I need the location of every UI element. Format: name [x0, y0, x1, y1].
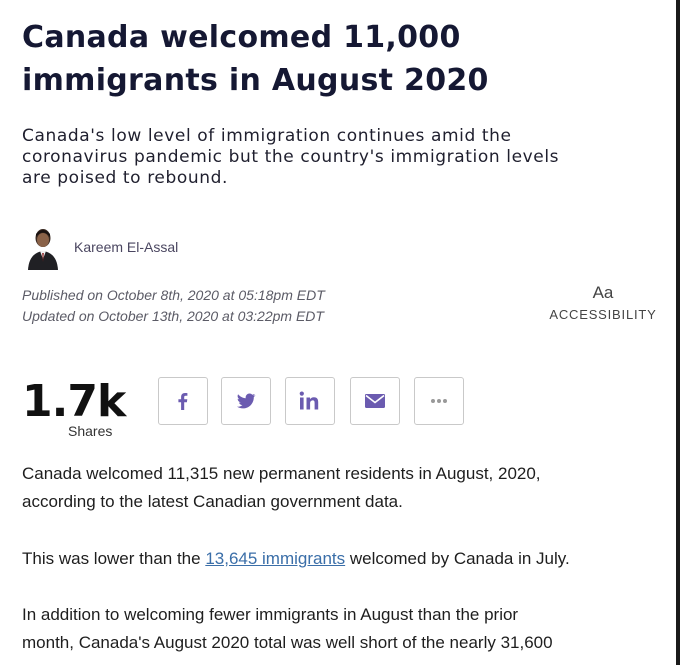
accessibility-label: ACCESSIBILITY	[549, 307, 657, 322]
twitter-icon	[235, 390, 257, 412]
author-name-link[interactable]: Kareem El-Assal	[74, 239, 179, 255]
p3-line-2: month, Canada's August 2020 total was well short of the nearly 31,600	[22, 633, 553, 652]
facebook-share-button[interactable]	[158, 377, 208, 425]
article-paragraph-3	[22, 601, 662, 657]
p1-line-2: according to the latest Canadian government data.	[22, 492, 403, 511]
linkedin-share-button[interactable]	[285, 377, 335, 425]
text-size-icon: Aa	[592, 283, 614, 302]
linkedin-icon	[298, 390, 322, 412]
subhead-line-2: coronavirus pandemic but the country's immigration levels	[22, 147, 560, 167]
updated-date: Updated on October 13th, 2020 at 03:22pm EDT	[22, 308, 324, 324]
headline-line-2: immigrants in August 2020	[22, 63, 489, 98]
immigrants-link[interactable]: 13,645 immigrants	[205, 549, 346, 568]
headline-line-1: Canada welcomed 11,000	[22, 20, 461, 55]
article-paragraph-1	[22, 460, 662, 516]
author-avatar[interactable]	[26, 226, 60, 270]
share-count-number: 1.7k	[22, 376, 126, 427]
p2-text-after: welcomed by Canada in July.	[345, 549, 570, 568]
email-icon	[364, 392, 386, 410]
author-photo-icon	[26, 226, 60, 270]
twitter-share-button[interactable]	[221, 377, 271, 425]
email-share-button[interactable]	[350, 377, 400, 425]
p3-line-1: In addition to welcoming fewer immigrants in August than the prior	[22, 605, 519, 624]
article-subheadline	[22, 126, 662, 189]
subhead-line-1: Canada's low level of immigration continues amid the	[22, 126, 512, 146]
p2-text-before: This was lower than the	[22, 549, 206, 568]
more-icon	[428, 397, 450, 405]
accessibility-button[interactable]	[538, 282, 668, 322]
more-share-button[interactable]	[414, 377, 464, 425]
window-edge	[676, 0, 680, 665]
p1-line-1: Canada welcomed 11,315 new permanent residents in August, 2020,	[22, 464, 541, 483]
published-date: Published on October 8th, 2020 at 05:18pm EDT	[22, 287, 325, 303]
article-headline	[22, 16, 622, 102]
share-count	[22, 378, 132, 439]
share-count-label: Shares	[68, 423, 113, 439]
article-paragraph-2	[22, 545, 662, 573]
article-dates	[22, 285, 325, 327]
facebook-icon	[172, 390, 194, 412]
subhead-line-3: are poised to rebound.	[22, 168, 229, 188]
